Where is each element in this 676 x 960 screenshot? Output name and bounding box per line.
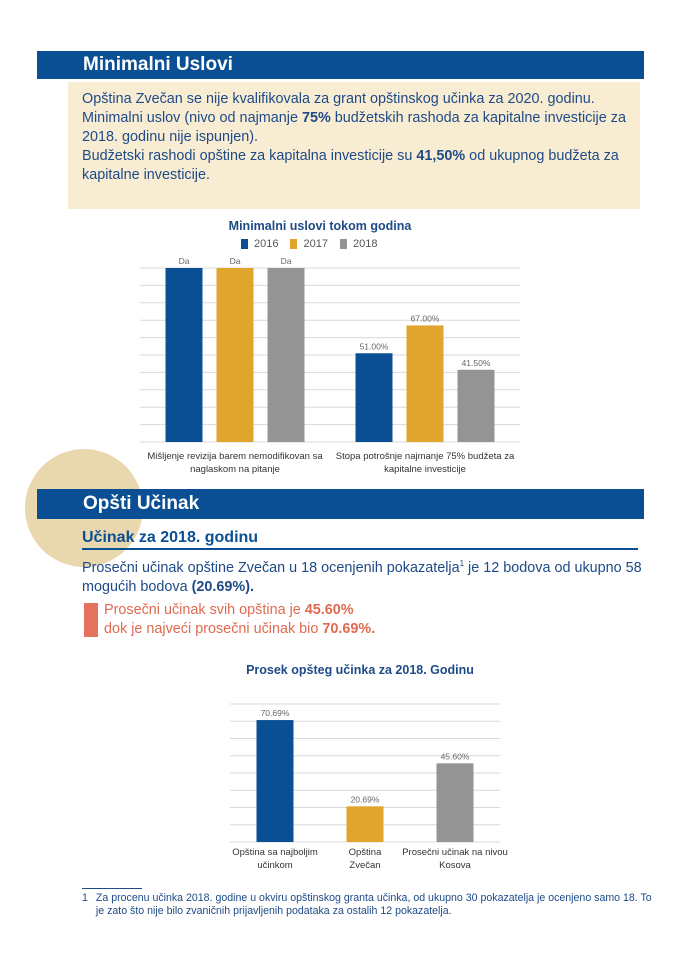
category-label: Opština sa najboljim (232, 847, 318, 858)
subsection-title: Učinak za 2018. godinu (82, 529, 259, 546)
bar (437, 763, 474, 842)
data-label: 45.60% (440, 751, 470, 762)
footnote-rule (82, 888, 142, 889)
data-label: 51.00% (359, 341, 389, 352)
category-label: Prosečni učinak na nivou (402, 847, 508, 858)
legend-item-2016: 2016 (241, 238, 278, 250)
data-label: 41.50% (461, 357, 491, 368)
footnote-number: 1 (82, 892, 88, 904)
category-label: učinkom (257, 860, 293, 871)
chart1-minimalni-uslovi (120, 252, 540, 487)
section-header-opsti-ucinak (37, 489, 644, 519)
callout-text: Prosečni učinak svih opština je 45.60% dok je najveći prosečni učinak bio 70.69%. (104, 602, 376, 637)
legend-item-2018: 2018 (340, 238, 377, 250)
callout-accent-bar (84, 603, 98, 637)
chart2-title: Prosek opšteg učinka za 2018. Godinu (246, 663, 474, 677)
bar-2018 (268, 268, 305, 442)
bar (347, 806, 384, 842)
category-label: naglaskom na pitanje (190, 464, 280, 475)
category-label: Zvečan (349, 860, 381, 871)
section-header-minimalni-uslovi (37, 51, 644, 79)
category-label: Mišljenje revizija barem nemodifikovan sa (147, 451, 323, 462)
data-label: Da (178, 256, 190, 266)
bar-2017 (217, 268, 254, 442)
footnote-text: Za procenu učinka 2018. godine u okviru opštinskog granta učinka, od ukupno 30 pokazatelja je ocenjeno samo 18. To je zato što nije bilo zvaničnih prijavljenih podataka za ostalih 12 pokazatelja. (95, 892, 652, 917)
category-label: kapitalne investicije (384, 464, 466, 475)
intro-paragraph-3: Budžetski rashodi opštine za kapitalna investicije su 41,50% od ukupnog budžeta za kapitalne investicije. (82, 148, 619, 183)
intro-paragraph-1: Opština Zvečan se nije kvalifikovala za grant opštinskog učinka za 2020. godinu. (82, 91, 595, 107)
bar (257, 720, 294, 842)
data-label: 67.00% (410, 313, 440, 324)
data-label: Da (229, 256, 241, 266)
section-title: Minimalni Uslovi (83, 54, 233, 75)
bar-2018 (458, 370, 495, 442)
subsection-rule (82, 548, 638, 550)
category-label: Stopa potrošnje najmanje 75% budžeta za (335, 451, 515, 462)
legend-item-2017: 2017 (290, 238, 327, 250)
bar-2016 (356, 353, 393, 442)
footnote-ref[interactable]: 1 (459, 559, 465, 568)
chart2-prosek-opsteg-ucinka (210, 690, 520, 880)
intro-paragraph-2: Minimalni uslov (nivo od najmanje 75% budžetskih rashoda za kapitalne investicije za 2018. godinu nije ispunjen). (82, 110, 626, 145)
data-label: 70.69% (260, 708, 290, 719)
bar-2016 (166, 268, 203, 442)
bar-2017 (407, 325, 444, 442)
chart1-legend (241, 238, 377, 250)
performance-paragraph: Prosečni učinak opštine Zvečan u 18 ocenjenih pokazatelja$^1$ je 12 bodova od ukupno 58 mogućih bodova (20.69%). (82, 559, 642, 595)
intro-box (68, 82, 640, 209)
chart1-title: Minimalni uslovi tokom godina (228, 219, 412, 233)
category-label: Kosova (439, 860, 471, 871)
data-label: Da (280, 256, 292, 266)
category-label: Opština (348, 847, 382, 858)
footnote (82, 892, 652, 918)
data-label: 20.69% (350, 794, 380, 805)
section-title: Opšti Učinak (83, 493, 200, 514)
